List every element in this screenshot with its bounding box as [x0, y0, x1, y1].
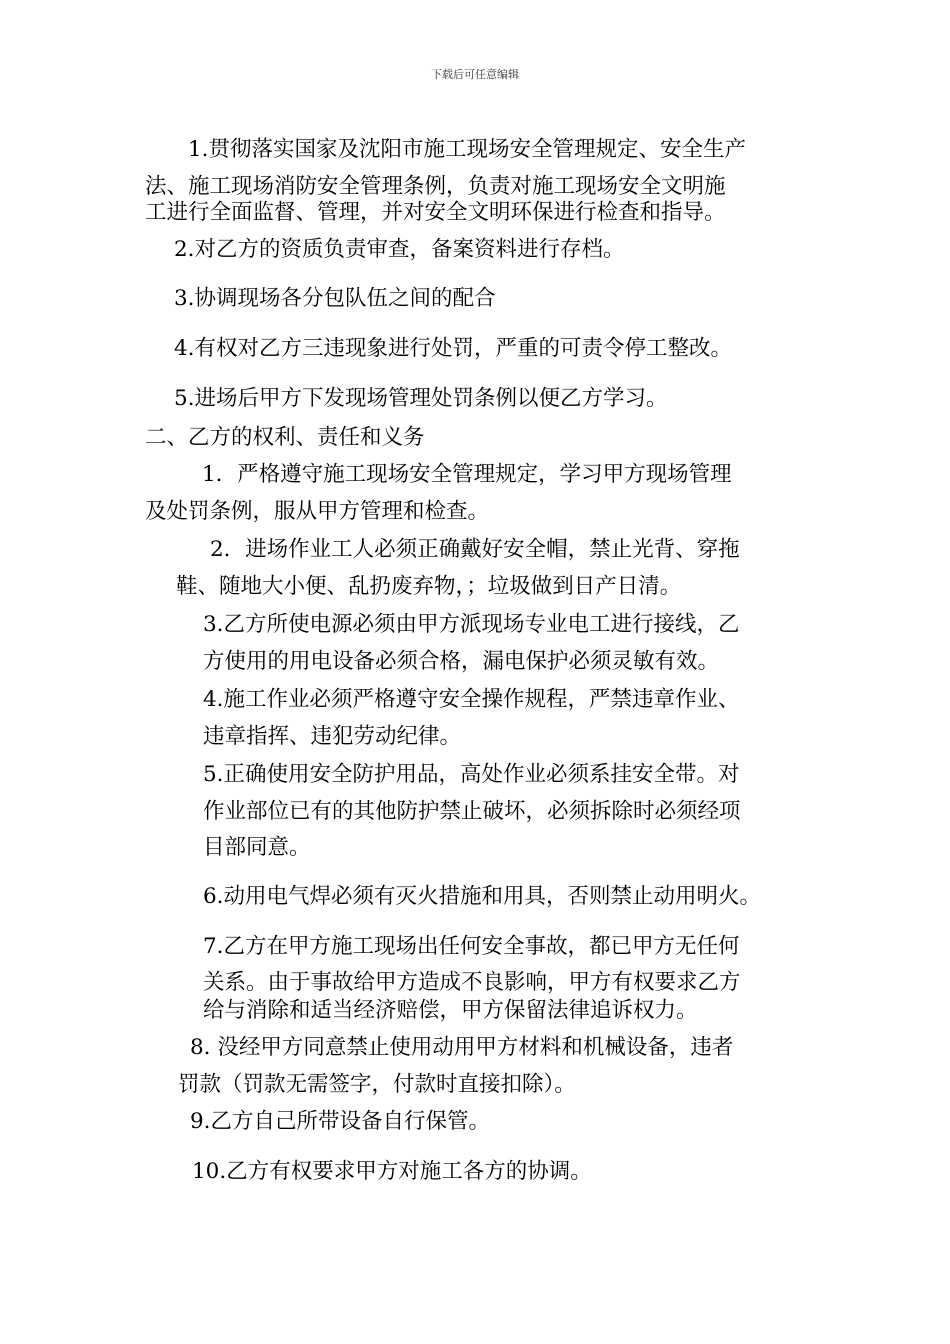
s2-item8-line2: 罚款（罚款无需签字，付款时直接扣除）。: [178, 1072, 576, 1097]
s2-item1-line2: 及处罚条例，服从甲方管理和检查。: [145, 499, 490, 524]
s2-item8-line1: 8. 没经甲方同意禁止使用动用甲方材料和机械设备，违者: [190, 1035, 734, 1060]
s2-item6: 6.动用电气焊必须有灭火措施和用具，否则禁止动用明火。: [203, 884, 762, 909]
s1-item5: 5.进场后甲方下发现场管理处罚条例以便乙方学习。: [174, 386, 668, 411]
s1-item3: 3.协调现场各分包队伍之间的配合: [174, 286, 496, 311]
s2-item4-line2: 违章指挥、违犯劳动纪律。: [203, 724, 462, 749]
s1-item1-line1: 1.贯彻落实国家及沈阳市施工现场安全管理规定、安全生产: [188, 137, 747, 162]
s2-item5-line1: 5.正确使用安全防护用品，高处作业必须系挂安全带。对: [203, 762, 740, 787]
s2-item1-line1: 1．严格遵守施工现场安全管理规定，学习甲方现场管理: [202, 462, 732, 487]
s2-item10: 10.乙方有权要求甲方对施工各方的协调。: [192, 1159, 592, 1184]
s1-item4: 4.有权对乙方三违现象进行处罚，严重的可责令停工整改。: [174, 336, 733, 361]
s2-item4-line1: 4.施工作业必须严格遵守安全操作规程，严禁违章作业、: [203, 687, 740, 712]
s2-item2-line1: 2．进场作业工人必须正确戴好安全帽，禁止光背、穿拖: [210, 537, 740, 562]
s1-item2: 2.对乙方的资质负责审查，备案资料进行存档。: [174, 237, 625, 262]
s2-item5-line3: 目部同意。: [203, 835, 311, 860]
s2-item7-line1: 7.乙方在甲方施工现场出任何安全事故，都已甲方无任何: [203, 934, 740, 959]
section2-heading: 二、乙方的权利、责任和义务: [145, 425, 425, 450]
s2-item7-line3: 给与消除和适当经济赔偿，甲方保留法律追诉权力。: [203, 998, 698, 1023]
s2-item3-line2: 方使用的用电设备必须合格，漏电保护必须灵敏有效。: [203, 649, 720, 674]
s2-item3-line1: 3.乙方所使电源必须由甲方派现场专业电工进行接线，乙: [203, 612, 740, 637]
page-header: 下载后可任意编辑: [431, 68, 519, 81]
s1-item1-line2: 法、施工现场消防安全管理条例，负责对施工现场安全文明施: [145, 174, 726, 199]
s2-item2-line2: 鞋、随地大小便、乱扔废弃物，；垃圾做到日产日清。: [176, 574, 682, 599]
s2-item9: 9.乙方自己所带设备自行保管。: [190, 1109, 491, 1134]
s2-item5-line2: 作业部位已有的其他防护禁止破坏，必须拆除时必须经项: [203, 799, 741, 824]
s2-item7-line2: 关系。由于事故给甲方造成不良影响，甲方有权要求乙方: [203, 970, 741, 995]
s1-item1-line3: 工进行全面监督、管理，并对安全文明环保进行检查和指导。: [145, 200, 726, 225]
